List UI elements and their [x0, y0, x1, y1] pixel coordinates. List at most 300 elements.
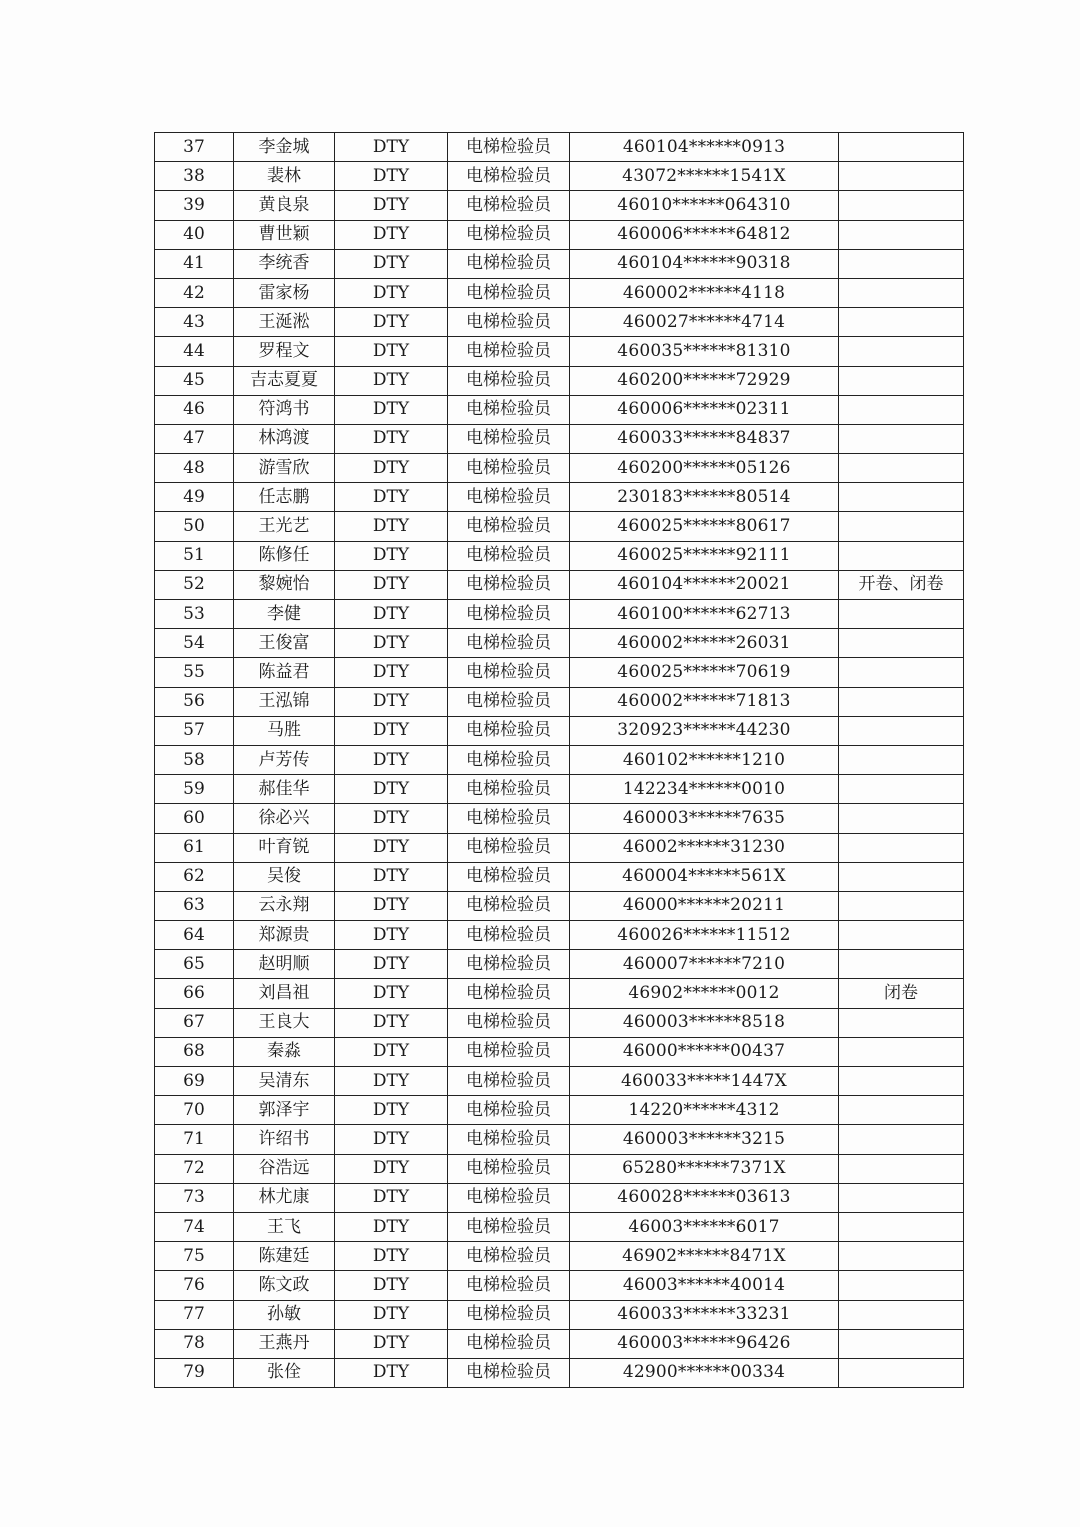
row-number-cell: 37: [155, 133, 234, 162]
remark-cell: [839, 950, 964, 979]
table-row: [155, 570, 964, 599]
category-code-cell: DTY: [335, 278, 448, 307]
category-code-cell: DTY: [335, 424, 448, 453]
table-row: [155, 1271, 964, 1300]
table-row: [155, 133, 964, 162]
category-code-cell: DTY: [335, 891, 448, 920]
id-number-cell: 43072******1541X: [570, 162, 839, 191]
remark-cell: [839, 1358, 964, 1387]
remark-cell: [839, 1008, 964, 1037]
row-number-cell: 58: [155, 745, 234, 774]
row-number-cell: 77: [155, 1300, 234, 1329]
id-number-cell: 230183******80514: [570, 483, 839, 512]
row-number-cell: 79: [155, 1358, 234, 1387]
table-row: [155, 366, 964, 395]
job-title-cell: 电梯检验员: [448, 716, 570, 745]
name-cell: 林尤康: [234, 1183, 335, 1212]
category-code-cell: DTY: [335, 395, 448, 424]
id-number-cell: 42900******00334: [570, 1358, 839, 1387]
table-row: [155, 804, 964, 833]
row-number-cell: 53: [155, 600, 234, 629]
remark-cell: [839, 745, 964, 774]
id-number-cell: 46010******064310: [570, 191, 839, 220]
row-number-cell: 54: [155, 629, 234, 658]
row-number-cell: 51: [155, 541, 234, 570]
table-row: [155, 1300, 964, 1329]
category-code-cell: DTY: [335, 1037, 448, 1066]
id-number-cell: 46003******40014: [570, 1271, 839, 1300]
table-row: [155, 1212, 964, 1241]
row-number-cell: 57: [155, 716, 234, 745]
row-number-cell: 59: [155, 775, 234, 804]
category-code-cell: DTY: [335, 512, 448, 541]
id-number-cell: 460002******4118: [570, 278, 839, 307]
category-code-cell: DTY: [335, 862, 448, 891]
row-number-cell: 61: [155, 833, 234, 862]
category-code-cell: DTY: [335, 133, 448, 162]
row-number-cell: 56: [155, 687, 234, 716]
name-cell: 王良大: [234, 1008, 335, 1037]
job-title-cell: 电梯检验员: [448, 1242, 570, 1271]
remark-cell: [839, 1212, 964, 1241]
name-cell: 罗程文: [234, 337, 335, 366]
job-title-cell: 电梯检验员: [448, 570, 570, 599]
name-cell: 李金城: [234, 133, 335, 162]
name-cell: 林鸿渡: [234, 424, 335, 453]
row-number-cell: 72: [155, 1154, 234, 1183]
name-cell: 赵明顺: [234, 950, 335, 979]
job-title-cell: 电梯检验员: [448, 1300, 570, 1329]
category-code-cell: DTY: [335, 220, 448, 249]
table-row: [155, 1183, 964, 1212]
id-number-cell: 460200******05126: [570, 454, 839, 483]
name-cell: 秦淼: [234, 1037, 335, 1066]
remark-cell: [839, 891, 964, 920]
remark-cell: [839, 220, 964, 249]
table-row: [155, 395, 964, 424]
name-cell: 陈益君: [234, 658, 335, 687]
remark-cell: [839, 337, 964, 366]
id-number-cell: 460003******8518: [570, 1008, 839, 1037]
remark-cell: [839, 191, 964, 220]
category-code-cell: DTY: [335, 1300, 448, 1329]
name-cell: 郭泽宇: [234, 1096, 335, 1125]
job-title-cell: 电梯检验员: [448, 1067, 570, 1096]
category-code-cell: DTY: [335, 600, 448, 629]
job-title-cell: 电梯检验员: [448, 483, 570, 512]
category-code-cell: DTY: [335, 162, 448, 191]
id-number-cell: 460104******20021: [570, 570, 839, 599]
row-number-cell: 44: [155, 337, 234, 366]
table-row: [155, 1329, 964, 1358]
table-row: [155, 191, 964, 220]
name-cell: 李统香: [234, 249, 335, 278]
table-row: [155, 833, 964, 862]
name-cell: 陈建廷: [234, 1242, 335, 1271]
job-title-cell: 电梯检验员: [448, 541, 570, 570]
remark-cell: [839, 1271, 964, 1300]
remark-cell: 闭卷: [839, 979, 964, 1008]
row-number-cell: 74: [155, 1212, 234, 1241]
remark-cell: [839, 600, 964, 629]
job-title-cell: 电梯检验员: [448, 804, 570, 833]
table-row: [155, 1242, 964, 1271]
name-cell: 云永翔: [234, 891, 335, 920]
job-title-cell: 电梯检验员: [448, 249, 570, 278]
category-code-cell: DTY: [335, 950, 448, 979]
job-title-cell: 电梯检验员: [448, 687, 570, 716]
table-row: [155, 716, 964, 745]
job-title-cell: 电梯检验员: [448, 191, 570, 220]
table-row: [155, 162, 964, 191]
name-cell: 吴清东: [234, 1067, 335, 1096]
job-title-cell: 电梯检验员: [448, 1008, 570, 1037]
id-number-cell: 460200******72929: [570, 366, 839, 395]
name-cell: 裴林: [234, 162, 335, 191]
job-title-cell: 电梯检验员: [448, 1183, 570, 1212]
remark-cell: [839, 1300, 964, 1329]
category-code-cell: DTY: [335, 1154, 448, 1183]
id-number-cell: 460033******33231: [570, 1300, 839, 1329]
category-code-cell: DTY: [335, 541, 448, 570]
job-title-cell: 电梯检验员: [448, 1271, 570, 1300]
remark-cell: [839, 1067, 964, 1096]
category-code-cell: DTY: [335, 1358, 448, 1387]
table-row: [155, 891, 964, 920]
id-number-cell: 460028******03613: [570, 1183, 839, 1212]
category-code-cell: DTY: [335, 1212, 448, 1241]
job-title-cell: 电梯检验员: [448, 833, 570, 862]
remark-cell: [839, 483, 964, 512]
name-cell: 雷家杨: [234, 278, 335, 307]
table-row: [155, 1067, 964, 1096]
remark-cell: [839, 687, 964, 716]
row-number-cell: 48: [155, 454, 234, 483]
remark-cell: [839, 1154, 964, 1183]
category-code-cell: DTY: [335, 1329, 448, 1358]
id-number-cell: 46902******8471X: [570, 1242, 839, 1271]
job-title-cell: 电梯检验员: [448, 745, 570, 774]
row-number-cell: 71: [155, 1125, 234, 1154]
remark-cell: [839, 862, 964, 891]
category-code-cell: DTY: [335, 921, 448, 950]
remark-cell: [839, 308, 964, 337]
remark-cell: [839, 921, 964, 950]
name-cell: 孙敏: [234, 1300, 335, 1329]
category-code-cell: DTY: [335, 833, 448, 862]
row-number-cell: 73: [155, 1183, 234, 1212]
category-code-cell: DTY: [335, 570, 448, 599]
category-code-cell: DTY: [335, 1125, 448, 1154]
remark-cell: [839, 833, 964, 862]
category-code-cell: DTY: [335, 366, 448, 395]
row-number-cell: 42: [155, 278, 234, 307]
category-code-cell: DTY: [335, 483, 448, 512]
job-title-cell: 电梯检验员: [448, 1037, 570, 1066]
job-title-cell: 电梯检验员: [448, 775, 570, 804]
id-number-cell: 460003******96426: [570, 1329, 839, 1358]
remark-cell: [839, 249, 964, 278]
job-title-cell: 电梯检验员: [448, 366, 570, 395]
job-title-cell: 电梯检验员: [448, 162, 570, 191]
id-number-cell: 460027******4714: [570, 308, 839, 337]
id-number-cell: 460033******84837: [570, 424, 839, 453]
name-cell: 符鸿书: [234, 395, 335, 424]
job-title-cell: 电梯检验员: [448, 1212, 570, 1241]
job-title-cell: 电梯检验员: [448, 220, 570, 249]
id-number-cell: 46002******31230: [570, 833, 839, 862]
category-code-cell: DTY: [335, 745, 448, 774]
name-cell: 刘昌祖: [234, 979, 335, 1008]
category-code-cell: DTY: [335, 337, 448, 366]
id-number-cell: 460002******26031: [570, 629, 839, 658]
id-number-cell: 46003******6017: [570, 1212, 839, 1241]
name-cell: 陈文政: [234, 1271, 335, 1300]
category-code-cell: DTY: [335, 191, 448, 220]
name-cell: 张佺: [234, 1358, 335, 1387]
job-title-cell: 电梯检验员: [448, 891, 570, 920]
table-row: [155, 220, 964, 249]
category-code-cell: DTY: [335, 716, 448, 745]
remark-cell: [839, 775, 964, 804]
row-number-cell: 76: [155, 1271, 234, 1300]
remark-cell: [839, 366, 964, 395]
id-number-cell: 460025******80617: [570, 512, 839, 541]
job-title-cell: 电梯检验员: [448, 454, 570, 483]
table-row: [155, 541, 964, 570]
job-title-cell: 电梯检验员: [448, 629, 570, 658]
name-cell: 李健: [234, 600, 335, 629]
table-row: [155, 600, 964, 629]
remark-cell: [839, 162, 964, 191]
name-cell: 王燕丹: [234, 1329, 335, 1358]
job-title-cell: 电梯检验员: [448, 1154, 570, 1183]
id-number-cell: 460002******71813: [570, 687, 839, 716]
row-number-cell: 65: [155, 950, 234, 979]
remark-cell: [839, 1037, 964, 1066]
name-cell: 王俊富: [234, 629, 335, 658]
category-code-cell: DTY: [335, 775, 448, 804]
row-number-cell: 45: [155, 366, 234, 395]
job-title-cell: 电梯检验员: [448, 424, 570, 453]
table-row: [155, 979, 964, 1008]
id-number-cell: 46000******20211: [570, 891, 839, 920]
job-title-cell: 电梯检验员: [448, 1096, 570, 1125]
id-number-cell: 142234******0010: [570, 775, 839, 804]
id-number-cell: 14220******4312: [570, 1096, 839, 1125]
name-cell: 许绍书: [234, 1125, 335, 1154]
category-code-cell: DTY: [335, 979, 448, 1008]
row-number-cell: 63: [155, 891, 234, 920]
job-title-cell: 电梯检验员: [448, 862, 570, 891]
id-number-cell: 460006******64812: [570, 220, 839, 249]
table-row: [155, 629, 964, 658]
job-title-cell: 电梯检验员: [448, 921, 570, 950]
row-number-cell: 69: [155, 1067, 234, 1096]
remark-cell: [839, 804, 964, 833]
table-row: [155, 658, 964, 687]
row-number-cell: 39: [155, 191, 234, 220]
id-number-cell: 460006******02311: [570, 395, 839, 424]
row-number-cell: 55: [155, 658, 234, 687]
candidate-table-body: [155, 133, 964, 1388]
category-code-cell: DTY: [335, 454, 448, 483]
row-number-cell: 66: [155, 979, 234, 1008]
id-number-cell: 460102******1210: [570, 745, 839, 774]
table-row: [155, 249, 964, 278]
row-number-cell: 75: [155, 1242, 234, 1271]
remark-cell: [839, 1183, 964, 1212]
table-row: [155, 1037, 964, 1066]
category-code-cell: DTY: [335, 1096, 448, 1125]
job-title-cell: 电梯检验员: [448, 979, 570, 1008]
id-number-cell: 460104******90318: [570, 249, 839, 278]
row-number-cell: 47: [155, 424, 234, 453]
job-title-cell: 电梯检验员: [448, 278, 570, 307]
id-number-cell: 460025******92111: [570, 541, 839, 570]
row-number-cell: 43: [155, 308, 234, 337]
id-number-cell: 65280******7371X: [570, 1154, 839, 1183]
name-cell: 吴俊: [234, 862, 335, 891]
id-number-cell: 46902******0012: [570, 979, 839, 1008]
table-row: [155, 278, 964, 307]
row-number-cell: 68: [155, 1037, 234, 1066]
remark-cell: [839, 541, 964, 570]
name-cell: 郑源贵: [234, 921, 335, 950]
table-row: [155, 921, 964, 950]
name-cell: 王泓锦: [234, 687, 335, 716]
row-number-cell: 49: [155, 483, 234, 512]
name-cell: 王涎淞: [234, 308, 335, 337]
job-title-cell: 电梯检验员: [448, 395, 570, 424]
row-number-cell: 70: [155, 1096, 234, 1125]
table-row: [155, 337, 964, 366]
job-title-cell: 电梯检验员: [448, 1125, 570, 1154]
row-number-cell: 78: [155, 1329, 234, 1358]
category-code-cell: DTY: [335, 1183, 448, 1212]
row-number-cell: 38: [155, 162, 234, 191]
category-code-cell: DTY: [335, 308, 448, 337]
table-row: [155, 950, 964, 979]
category-code-cell: DTY: [335, 629, 448, 658]
row-number-cell: 64: [155, 921, 234, 950]
row-number-cell: 41: [155, 249, 234, 278]
name-cell: 陈修任: [234, 541, 335, 570]
remark-cell: [839, 133, 964, 162]
remark-cell: [839, 424, 964, 453]
table-row: [155, 1008, 964, 1037]
table-row: [155, 483, 964, 512]
category-code-cell: DTY: [335, 658, 448, 687]
id-number-cell: 460035******81310: [570, 337, 839, 366]
table-row: [155, 775, 964, 804]
table-row: [155, 745, 964, 774]
row-number-cell: 52: [155, 570, 234, 599]
id-number-cell: 460003******3215: [570, 1125, 839, 1154]
name-cell: 游雪欣: [234, 454, 335, 483]
table-row: [155, 1125, 964, 1154]
remark-cell: [839, 1125, 964, 1154]
id-number-cell: 460004******561X: [570, 862, 839, 891]
row-number-cell: 62: [155, 862, 234, 891]
remark-cell: [839, 1329, 964, 1358]
category-code-cell: DTY: [335, 1242, 448, 1271]
name-cell: 谷浩远: [234, 1154, 335, 1183]
name-cell: 任志鹏: [234, 483, 335, 512]
name-cell: 王光艺: [234, 512, 335, 541]
id-number-cell: 460100******62713: [570, 600, 839, 629]
name-cell: 黄良泉: [234, 191, 335, 220]
name-cell: 曹世颖: [234, 220, 335, 249]
remark-cell: [839, 454, 964, 483]
remark-cell: [839, 512, 964, 541]
name-cell: 叶育锐: [234, 833, 335, 862]
job-title-cell: 电梯检验员: [448, 133, 570, 162]
job-title-cell: 电梯检验员: [448, 600, 570, 629]
id-number-cell: 460033*****1447X: [570, 1067, 839, 1096]
job-title-cell: 电梯检验员: [448, 337, 570, 366]
category-code-cell: DTY: [335, 249, 448, 278]
id-number-cell: 460025******70619: [570, 658, 839, 687]
job-title-cell: 电梯检验员: [448, 950, 570, 979]
remark-cell: [839, 278, 964, 307]
table-row: [155, 687, 964, 716]
category-code-cell: DTY: [335, 1008, 448, 1037]
name-cell: 卢芳传: [234, 745, 335, 774]
id-number-cell: 460007******7210: [570, 950, 839, 979]
table-row: [155, 1358, 964, 1387]
table-row: [155, 1154, 964, 1183]
row-number-cell: 67: [155, 1008, 234, 1037]
id-number-cell: 320923******44230: [570, 716, 839, 745]
category-code-cell: DTY: [335, 804, 448, 833]
name-cell: 徐必兴: [234, 804, 335, 833]
job-title-cell: 电梯检验员: [448, 1358, 570, 1387]
table-row: [155, 454, 964, 483]
candidate-table: [154, 132, 964, 1388]
row-number-cell: 46: [155, 395, 234, 424]
row-number-cell: 50: [155, 512, 234, 541]
category-code-cell: DTY: [335, 1067, 448, 1096]
name-cell: 王飞: [234, 1212, 335, 1241]
remark-cell: [839, 629, 964, 658]
job-title-cell: 电梯检验员: [448, 308, 570, 337]
table-row: [155, 862, 964, 891]
category-code-cell: DTY: [335, 687, 448, 716]
remark-cell: [839, 716, 964, 745]
row-number-cell: 40: [155, 220, 234, 249]
table-row: [155, 424, 964, 453]
name-cell: 吉志夏夏: [234, 366, 335, 395]
remark-cell: [839, 395, 964, 424]
table-row: [155, 308, 964, 337]
job-title-cell: 电梯检验员: [448, 1329, 570, 1358]
row-number-cell: 60: [155, 804, 234, 833]
name-cell: 马胜: [234, 716, 335, 745]
remark-cell: [839, 1242, 964, 1271]
name-cell: 黎婉怡: [234, 570, 335, 599]
name-cell: 郝佳华: [234, 775, 335, 804]
remark-cell: 开卷、闭卷: [839, 570, 964, 599]
category-code-cell: DTY: [335, 1271, 448, 1300]
id-number-cell: 460003******7635: [570, 804, 839, 833]
remark-cell: [839, 1096, 964, 1125]
job-title-cell: 电梯检验员: [448, 512, 570, 541]
id-number-cell: 460104******0913: [570, 133, 839, 162]
id-number-cell: 460026******11512: [570, 921, 839, 950]
remark-cell: [839, 658, 964, 687]
table-row: [155, 1096, 964, 1125]
